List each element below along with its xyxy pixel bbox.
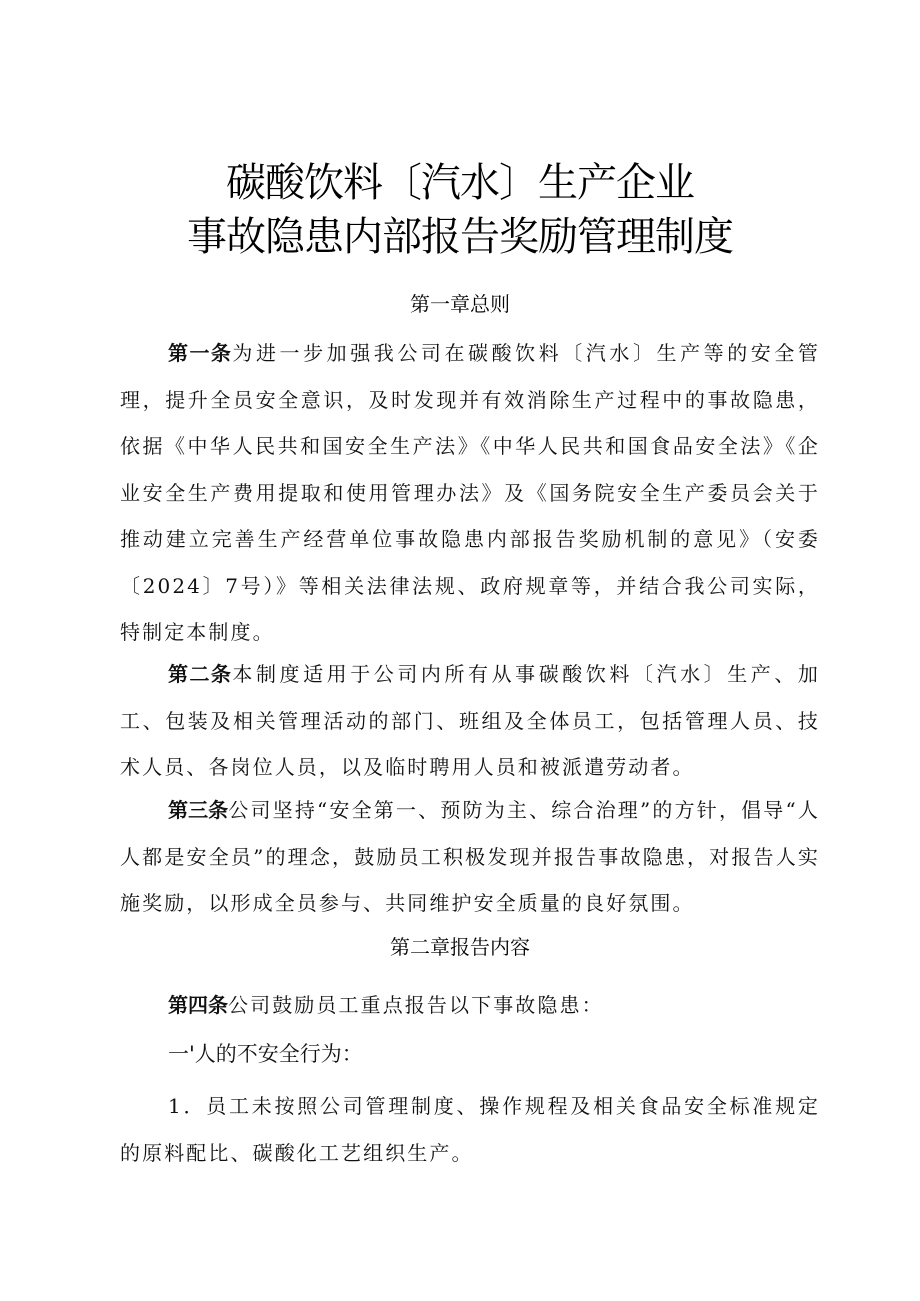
chapter-2-heading: 第二章报告内容 (390, 935, 530, 959)
article-1-label: 第一条 (168, 341, 233, 365)
article-1-text: 为进一步加强我公司在碳酸饮料〔汽水〕生产等的安全管理，提升全员安全意识，及时发现并有效消除生产过程中的事故隐患，依据《中华人民共和国安全生产法》《中华人民共和国食品安全法》《企业安全生产费用提取和使用管理办法》及《国务院安全生产委员会关于推动建立完善生产经营单位事故隐患内部报告奖励机制的意见》（安委〔2024〕7号）》等相关法律法规、政府规章等，并结合我公司实际，特制定本制度。 (120, 341, 821, 644)
article-2-text: 本制度适用于公司内所有从事碳酸饮料〔汽水〕生产、加工、包装及相关管理活动的部门、班组及全体员工，包括管理人员、技术人员、各岗位人员，以及临时聘用人员和被派遣劳动者。 (120, 662, 821, 779)
chapter-1-heading: 第一章总则 (410, 292, 510, 316)
document-title-line-2: 事故隐患内部报告奖励管理制度 (187, 214, 733, 260)
article-3-label: 第三条 (168, 798, 229, 822)
article-3-text: 公司坚持“安全第一、预防为主、综合治理”的方针，倡导“人人都是安全员”的理念，鼓励员工积极发现并报告事故隐患，对报告人实施奖励，以形成全员参与、共同维护安全质量的良好氛围。 (120, 798, 821, 915)
document-title-line-1: 碳酸饮料〔汽水〕生产企业 (226, 160, 694, 206)
list-item-1: 1．员工未按照公司管理制度、操作规程及相关食品安全标准规定的原料配比、碳酸化工艺组织生产。 (120, 1094, 820, 1165)
article-2-label: 第二条 (168, 662, 233, 686)
article-4-text: 公司鼓励员工重点报告以下事故隐患： (228, 993, 604, 1017)
article-3 (120, 787, 820, 927)
article-4-label: 第四条 (168, 993, 228, 1017)
section-1-heading: 一'人的不安全行为： (168, 1042, 363, 1066)
article-1 (120, 330, 820, 656)
article-4 (120, 982, 820, 1029)
article-2 (120, 651, 820, 791)
